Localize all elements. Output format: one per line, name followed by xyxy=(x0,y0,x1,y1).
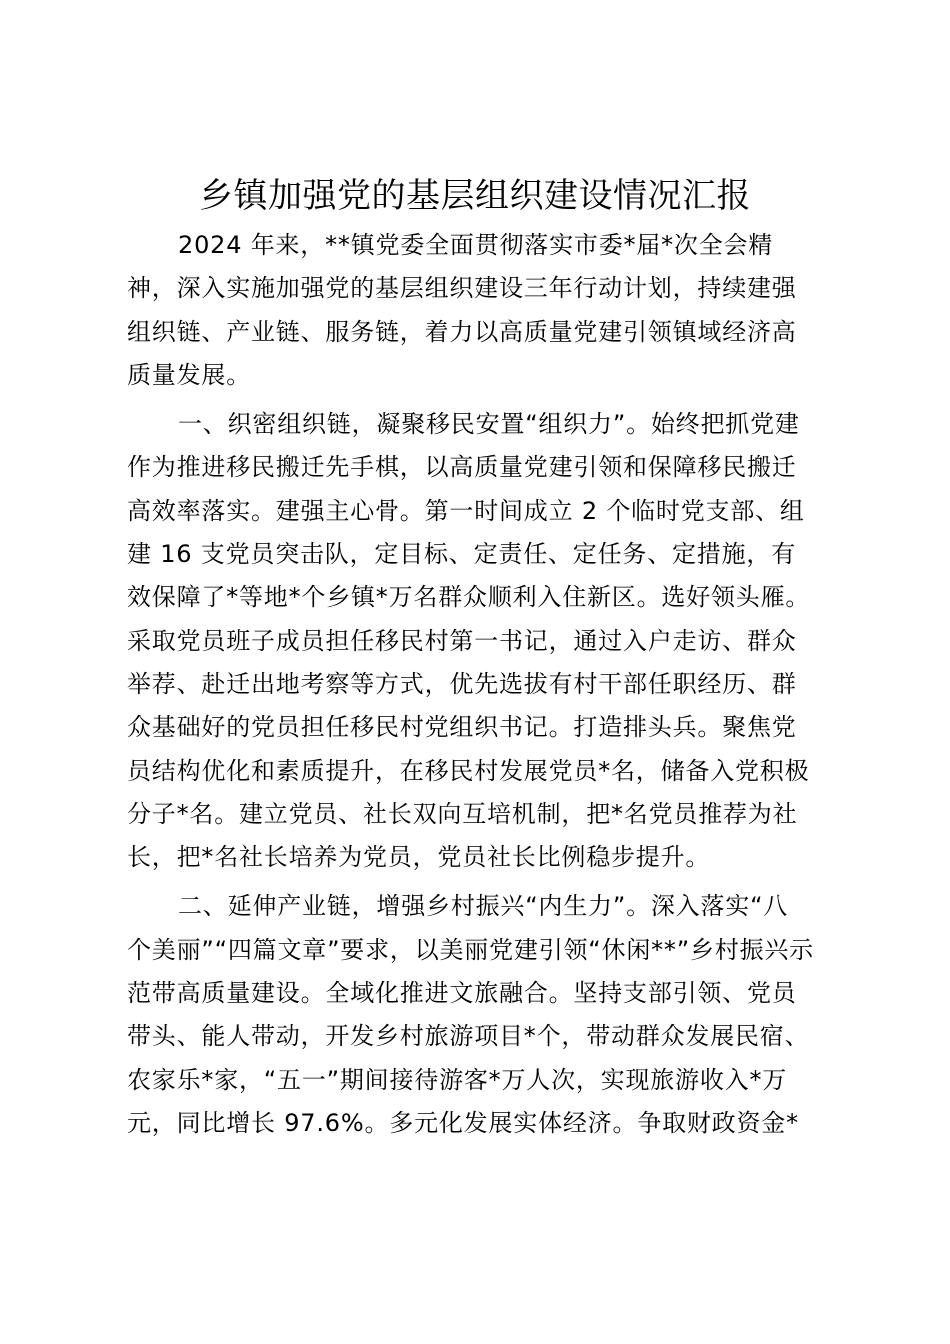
text-line: 建 16 支党员突击队，定目标、定责任、定任务、定措施，有 xyxy=(127,540,796,569)
text-line: 举荐、赴迁出地考察等方式，优先选拔有村干部任职经历、群 xyxy=(127,669,797,698)
text-line: 带头、能人带动，开发乡村旅游项目*个，带动群众发展民宿、 xyxy=(127,1022,810,1051)
document-body xyxy=(127,224,847,1145)
text-line: 一、织密组织链，凝聚移民安置“组织力”。始终把抓党建 xyxy=(178,410,800,439)
text-line: 作为推进移民搬迁先手棋，以高质量党建引领和保障移民搬迁 xyxy=(127,453,797,482)
paragraph-industry-chain xyxy=(127,885,847,1145)
document-title: 乡镇加强党的基层组织建设情况汇报 xyxy=(199,176,751,216)
text-line: 范带高质量建设。全域化推进文旅融合。坚持支部引领、党员 xyxy=(127,979,797,1008)
text-line: 采取党员班子成员担任移民村第一书记，通过入户走访、群众 xyxy=(127,626,797,655)
text-line: 神，深入实施加强党的基层组织建设三年行动计划，持续建强 xyxy=(127,274,797,303)
text-line: 元，同比增长 97.6%。多元化发展实体经济。争取财政资金* xyxy=(127,1108,799,1137)
paragraph-intro xyxy=(127,224,847,397)
text-line: 二、延伸产业链，增强乡村振兴“内生力”。深入落实“八 xyxy=(178,892,789,921)
text-line: 2024 年来，**镇党委全面贯彻落实市委*届*次全会精 xyxy=(178,231,774,259)
text-line: 高效率落实。建强主心骨。第一时间成立 2 个临时党支部、组 xyxy=(127,496,805,525)
text-line: 农家乐*家，“五一”期间接待游客*万人次，实现旅游收入*万 xyxy=(127,1065,788,1094)
text-line: 众基础好的党员担任移民村党组织书记。打造排头兵。聚焦党 xyxy=(127,713,797,742)
text-line: 长，把*名社长培养为党员，党员社长比例稳步提升。 xyxy=(127,843,711,872)
text-line: 效保障了*等地*个乡镇*万名群众顺利入住新区。选好领头雁。 xyxy=(127,583,811,612)
text-line: 组织链、产业链、服务链，着力以高质量党建引领镇域经济高 xyxy=(127,317,797,346)
paragraph-organization-chain xyxy=(127,403,847,879)
text-line: 质量发展。 xyxy=(127,360,251,389)
text-line: 员结构优化和素质提升，在移民村发展党员*名，储备入党积极 xyxy=(127,756,810,785)
text-line: 分子*名。建立党员、社长双向互培机制，把*名党员推荐为社 xyxy=(127,799,798,828)
text-line: 个美丽”“四篇文章”要求，以美丽党建引领“休闲**”乡村振兴示 xyxy=(127,935,814,964)
